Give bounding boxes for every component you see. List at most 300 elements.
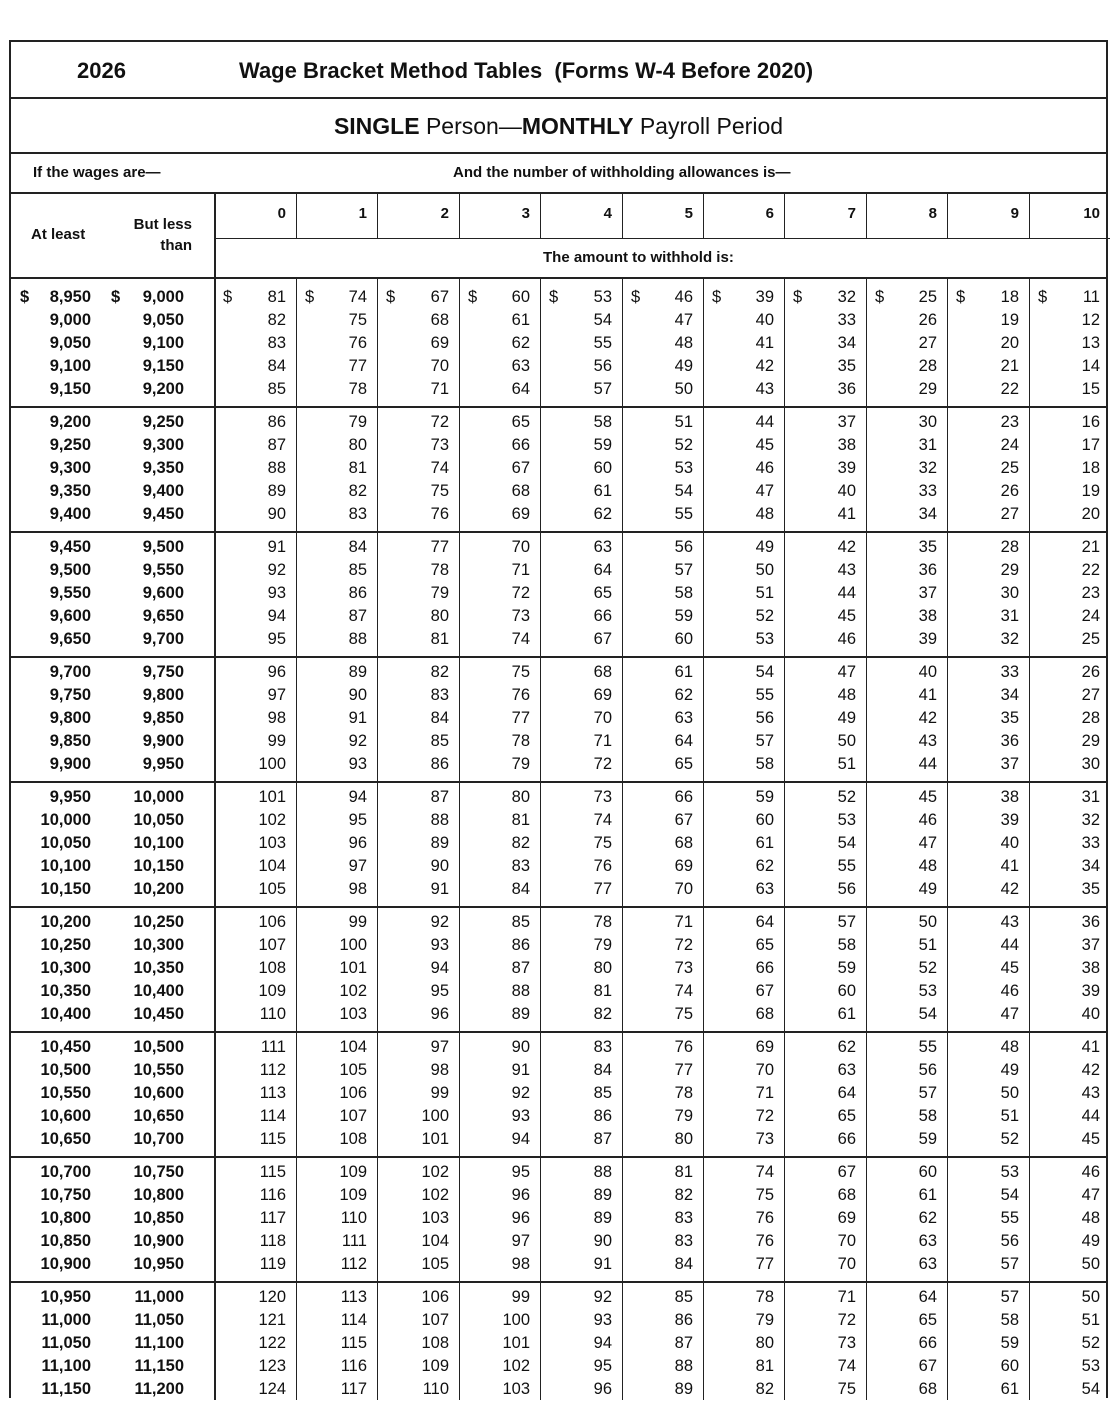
- dollar-sign: $: [631, 288, 641, 306]
- subtitle-person: Person—: [419, 113, 522, 139]
- wage-but-less-than: 9,250: [142, 413, 184, 431]
- withholding-amount: 92: [430, 913, 449, 931]
- withholding-amount: 16: [1081, 413, 1100, 431]
- wages-header: If the wages are—: [33, 164, 161, 181]
- withholding-amount: 34: [918, 505, 937, 524]
- withholding-amount: 54: [837, 834, 856, 853]
- withholding-amount: 57: [1000, 1288, 1019, 1306]
- withholding-amount: 21: [1081, 538, 1100, 556]
- withholding-amount: 15: [1081, 380, 1100, 399]
- wage-at-least: 10,450: [40, 1038, 91, 1056]
- wage-but-less-than: 10,050: [133, 811, 184, 830]
- wage-but-less-than: 11,000: [134, 1288, 184, 1306]
- withholding-amount: 56: [755, 709, 774, 728]
- withholding-amount: 79: [674, 1107, 693, 1126]
- withholding-amount: 107: [339, 1107, 367, 1126]
- withholding-amount: 68: [755, 1005, 774, 1024]
- withholding-amount: 101: [258, 788, 286, 806]
- withholding-amount: 95: [511, 1163, 530, 1181]
- colnum-divider: [214, 238, 1110, 239]
- group-separator: [11, 781, 1106, 783]
- withholding-amount: 100: [339, 936, 367, 955]
- withholding-amount: 84: [348, 538, 367, 556]
- withholding-amount: 57: [918, 1084, 937, 1103]
- withholding-amount: 33: [1081, 834, 1100, 853]
- withholding-amount: 95: [430, 982, 449, 1001]
- withholding-amount: 75: [837, 1380, 856, 1399]
- withholding-amount: 40: [755, 311, 774, 330]
- withholding-amount: 76: [755, 1209, 774, 1228]
- withholding-amount: 49: [1081, 1232, 1100, 1251]
- withholding-amount: 53: [593, 288, 612, 306]
- withholding-amount: 76: [755, 1232, 774, 1251]
- withholding-amount: 64: [674, 732, 693, 751]
- withholding-amount: 69: [593, 686, 612, 705]
- wage-but-less-than: 10,750: [133, 1163, 184, 1181]
- wage-at-least: 10,550: [40, 1084, 91, 1103]
- withholding-amount: 19: [1081, 482, 1100, 501]
- withholding-amount: 105: [339, 1061, 367, 1080]
- withholding-amount: 64: [755, 913, 774, 931]
- withholding-amount: 64: [593, 561, 612, 580]
- withholding-amount: 114: [340, 1311, 367, 1330]
- withholding-amount: 74: [674, 982, 693, 1001]
- withholding-amount: 75: [511, 663, 530, 681]
- withholding-amount: 83: [348, 505, 367, 524]
- withholding-amount: 102: [258, 811, 286, 830]
- withholding-amount: 87: [511, 959, 530, 978]
- withholding-amount: 51: [674, 413, 693, 431]
- wage-but-less-than: 9,650: [142, 607, 184, 626]
- wage-at-least: 10,300: [40, 959, 91, 978]
- withholding-amount: 98: [511, 1255, 530, 1274]
- withholding-amount: 28: [1081, 709, 1100, 728]
- withholding-amount: 82: [755, 1380, 774, 1399]
- withholding-amount: 120: [258, 1288, 286, 1306]
- withholding-amount: 99: [348, 913, 367, 931]
- withholding-amount: 78: [348, 380, 367, 399]
- withholding-amount: 65: [511, 413, 530, 431]
- withholding-amount: 58: [1000, 1311, 1019, 1330]
- withholding-amount: 37: [1000, 755, 1019, 774]
- withholding-amount: 58: [837, 936, 856, 955]
- withholding-amount: 43: [918, 732, 937, 751]
- wage-but-less-than: 11,050: [134, 1311, 184, 1330]
- withholding-amount: 42: [837, 538, 856, 556]
- withholding-amount: 121: [258, 1311, 286, 1330]
- withholding-amount: 48: [837, 686, 856, 705]
- withholding-amount: 60: [1000, 1357, 1019, 1376]
- withholding-amount: 104: [421, 1232, 449, 1251]
- withholding-amount: 88: [267, 459, 286, 478]
- withholding-amount: 72: [837, 1311, 856, 1330]
- withholding-amount: 105: [421, 1255, 449, 1274]
- withholding-amount: 66: [755, 959, 774, 978]
- withholding-amount: 55: [837, 857, 856, 876]
- wage-but-less-than: 10,450: [133, 1005, 184, 1024]
- withholding-amount: 52: [755, 607, 774, 626]
- withholding-amount: 46: [918, 811, 937, 830]
- withholding-amount: 31: [918, 436, 937, 455]
- withholding-amount: 54: [755, 663, 774, 681]
- withholding-amount: 104: [339, 1038, 367, 1056]
- body-divider: [11, 277, 1106, 279]
- withholding-amount: 50: [1000, 1084, 1019, 1103]
- withholding-amount: 89: [267, 482, 286, 501]
- dollar-sign: $: [1038, 288, 1048, 306]
- withholding-amount: 46: [755, 459, 774, 478]
- withholding-amount: 39: [918, 630, 937, 649]
- withholding-amount: 55: [593, 334, 612, 353]
- withholding-amount: 112: [340, 1255, 367, 1274]
- wage-at-least: 8,950: [49, 288, 91, 306]
- withholding-amount: 29: [1081, 732, 1100, 751]
- withholding-amount: 54: [674, 482, 693, 501]
- withholding-amount: 49: [918, 880, 937, 899]
- withholding-amount: 26: [1000, 482, 1019, 501]
- group-separator: [11, 531, 1106, 533]
- withholding-amount: 51: [755, 584, 774, 603]
- withholding-amount: 57: [674, 561, 693, 580]
- withholding-amount: 56: [1000, 1232, 1019, 1251]
- withholding-amount: 20: [1000, 334, 1019, 353]
- withholding-amount: 99: [430, 1084, 449, 1103]
- withholding-amount: 49: [674, 357, 693, 376]
- wage-but-less-than: 9,200: [142, 380, 184, 399]
- withholding-amount: 112: [259, 1061, 286, 1080]
- withholding-amount: 68: [674, 834, 693, 853]
- withholding-amount: 90: [511, 1038, 530, 1056]
- wage-but-less-than: 10,350: [133, 959, 184, 978]
- withholding-amount: 80: [511, 788, 530, 806]
- withholding-amount: 103: [339, 1005, 367, 1024]
- withholding-amount: 82: [348, 482, 367, 501]
- withholding-amount: 113: [340, 1288, 367, 1306]
- withholding-amount: 63: [593, 538, 612, 556]
- withholding-amount: 67: [755, 982, 774, 1001]
- wage-at-least: 9,000: [49, 311, 91, 330]
- withholding-amount: 57: [593, 380, 612, 399]
- withholding-amount: 49: [755, 538, 774, 556]
- withholding-amount: 62: [593, 505, 612, 524]
- withholding-amount: 26: [1081, 663, 1100, 681]
- withholding-amount: 87: [430, 788, 449, 806]
- withholding-amount: 63: [511, 357, 530, 376]
- wage-at-least: 9,600: [49, 607, 91, 626]
- group-separator: [11, 906, 1106, 908]
- wage-at-least: 10,900: [40, 1255, 91, 1274]
- withholding-amount: 96: [511, 1186, 530, 1205]
- withholding-amount: 72: [511, 584, 530, 603]
- wage-but-less-than: 9,600: [142, 584, 184, 603]
- withholding-amount: 79: [755, 1311, 774, 1330]
- amount-header: The amount to withhold is:: [543, 249, 734, 266]
- withholding-amount: 71: [511, 561, 530, 580]
- group-separator: [11, 656, 1106, 658]
- wage-but-less-than: 9,150: [142, 357, 184, 376]
- withholding-amount: 53: [674, 459, 693, 478]
- withholding-amount: 107: [258, 936, 286, 955]
- allowance-column-5: 5: [684, 205, 693, 222]
- wage-at-least: 10,850: [40, 1232, 91, 1251]
- wage-but-less-than: 9,550: [142, 561, 184, 580]
- withholding-amount: 58: [593, 413, 612, 431]
- withholding-amount: 51: [1081, 1311, 1100, 1330]
- withholding-amount: 73: [837, 1334, 856, 1353]
- withholding-amount: 89: [593, 1209, 612, 1228]
- withholding-amount: 66: [511, 436, 530, 455]
- withholding-amount: 104: [258, 857, 286, 876]
- withholding-amount: 78: [593, 913, 612, 931]
- wage-but-less-than: 10,000: [133, 788, 184, 806]
- withholding-amount: 91: [430, 880, 449, 899]
- wage-at-least: 10,050: [40, 834, 91, 853]
- withholding-amount: 53: [755, 630, 774, 649]
- withholding-amount: 68: [837, 1186, 856, 1205]
- withholding-amount: 33: [837, 311, 856, 330]
- withholding-amount: 88: [511, 982, 530, 1001]
- withholding-amount: 52: [674, 436, 693, 455]
- withholding-amount: 63: [755, 880, 774, 899]
- withholding-amount: 50: [1081, 1288, 1100, 1306]
- wage-at-least: 9,800: [49, 709, 91, 728]
- wage-but-less-than: 9,850: [142, 709, 184, 728]
- withholding-amount: 84: [511, 880, 530, 899]
- withholding-amount: 36: [1000, 732, 1019, 751]
- withholding-amount: 78: [674, 1084, 693, 1103]
- withholding-amount: 39: [1000, 811, 1019, 830]
- withholding-amount: 85: [674, 1288, 693, 1306]
- withholding-amount: 36: [918, 561, 937, 580]
- dollar-sign: $: [956, 288, 966, 306]
- wage-but-less-than: 9,400: [142, 482, 184, 501]
- withholding-amount: 44: [1081, 1107, 1100, 1126]
- wage-at-least: 9,650: [49, 630, 91, 649]
- withholding-amount: 74: [755, 1163, 774, 1181]
- withholding-amount: 70: [593, 709, 612, 728]
- wage-at-least: 11,150: [41, 1380, 91, 1399]
- withholding-amount: 67: [837, 1163, 856, 1181]
- withholding-amount: 11: [1082, 288, 1100, 306]
- title-row: [11, 42, 1106, 99]
- withholding-amount: 83: [593, 1038, 612, 1056]
- withholding-amount: 86: [267, 413, 286, 431]
- withholding-amount: 61: [511, 311, 530, 330]
- but-less-header-line1: But less: [133, 216, 192, 233]
- withholding-amount: 85: [348, 561, 367, 580]
- withholding-amount: 50: [837, 732, 856, 751]
- withholding-amount: 48: [755, 505, 774, 524]
- subtitle-filing-status: SINGLE: [333, 113, 420, 139]
- withholding-amount: 90: [267, 505, 286, 524]
- wage-at-least: 9,050: [49, 334, 91, 353]
- withholding-amount: 80: [755, 1334, 774, 1353]
- withholding-amount: 76: [430, 505, 449, 524]
- withholding-amount: 110: [422, 1380, 449, 1399]
- withholding-amount: 83: [674, 1209, 693, 1228]
- withholding-amount: 95: [267, 630, 286, 649]
- dollar-sign: $: [875, 288, 885, 306]
- withholding-amount: 110: [259, 1005, 286, 1024]
- withholding-amount: 44: [837, 584, 856, 603]
- allowance-column-1: 1: [358, 205, 367, 222]
- header-divider: [11, 192, 1106, 194]
- wage-bracket-table: [9, 40, 1108, 1398]
- withholding-amount: 32: [1000, 630, 1019, 649]
- allowance-column-9: 9: [1010, 205, 1019, 222]
- withholding-amount: 91: [267, 538, 286, 556]
- withholding-amount: 61: [674, 663, 693, 681]
- dollar-sign: $: [793, 288, 803, 306]
- withholding-amount: 103: [258, 834, 286, 853]
- withholding-amount: 68: [918, 1380, 937, 1399]
- withholding-amount: 48: [1081, 1209, 1100, 1228]
- withholding-amount: 86: [430, 755, 449, 774]
- withholding-amount: 89: [674, 1380, 693, 1399]
- withholding-amount: 72: [593, 755, 612, 774]
- allowance-column-7: 7: [847, 205, 856, 222]
- withholding-amount: 88: [430, 811, 449, 830]
- withholding-amount: 45: [837, 607, 856, 626]
- withholding-amount: 93: [511, 1107, 530, 1126]
- dollar-sign: $: [305, 288, 315, 306]
- withholding-amount: 81: [267, 288, 286, 306]
- withholding-amount: 62: [511, 334, 530, 353]
- wage-but-less-than: 10,250: [133, 913, 184, 931]
- withholding-amount: 52: [1000, 1130, 1019, 1149]
- withholding-amount: 106: [258, 913, 286, 931]
- withholding-amount: 33: [1000, 663, 1019, 681]
- withholding-amount: 80: [674, 1130, 693, 1149]
- withholding-amount: 38: [837, 436, 856, 455]
- withholding-amount: 100: [258, 755, 286, 774]
- withholding-amount: 82: [430, 663, 449, 681]
- withholding-amount: 65: [755, 936, 774, 955]
- wage-at-least: 11,050: [41, 1334, 91, 1353]
- wage-but-less-than: 9,050: [142, 311, 184, 330]
- withholding-amount: 73: [511, 607, 530, 626]
- wage-at-least: 9,950: [49, 788, 91, 806]
- wage-at-least: 10,250: [40, 936, 91, 955]
- withholding-amount: 122: [258, 1334, 286, 1353]
- wage-at-least: 11,000: [41, 1311, 91, 1330]
- wage-at-least: 9,700: [49, 663, 91, 681]
- withholding-amount: 30: [1081, 755, 1100, 774]
- wage-at-least: 9,200: [49, 413, 91, 431]
- wage-but-less-than: 9,350: [142, 459, 184, 478]
- withholding-amount: 108: [339, 1130, 367, 1149]
- withholding-amount: 103: [502, 1380, 530, 1399]
- withholding-amount: 86: [348, 584, 367, 603]
- withholding-amount: 54: [1000, 1186, 1019, 1205]
- withholding-amount: 75: [755, 1186, 774, 1205]
- withholding-amount: 89: [593, 1186, 612, 1205]
- withholding-amount: 47: [837, 663, 856, 681]
- wage-but-less-than: 9,900: [142, 732, 184, 751]
- withholding-amount: 86: [674, 1311, 693, 1330]
- table-year: 2026: [77, 58, 126, 83]
- withholding-amount: 92: [348, 732, 367, 751]
- withholding-amount: 83: [511, 857, 530, 876]
- withholding-amount: 69: [837, 1209, 856, 1228]
- withholding-amount: 91: [511, 1061, 530, 1080]
- withholding-amount: 68: [511, 482, 530, 501]
- withholding-amount: 45: [1000, 959, 1019, 978]
- withholding-amount: 64: [511, 380, 530, 399]
- withholding-amount: 77: [511, 709, 530, 728]
- withholding-amount: 84: [593, 1061, 612, 1080]
- withholding-amount: 40: [1081, 1005, 1100, 1024]
- withholding-amount: 21: [1000, 357, 1019, 376]
- withholding-amount: 65: [837, 1107, 856, 1126]
- withholding-amount: 50: [1081, 1255, 1100, 1274]
- withholding-amount: 42: [1000, 880, 1019, 899]
- withholding-amount: 33: [918, 482, 937, 501]
- withholding-amount: 99: [267, 732, 286, 751]
- withholding-amount: 47: [1081, 1186, 1100, 1205]
- withholding-amount: 115: [340, 1334, 367, 1353]
- withholding-amount: 74: [511, 630, 530, 649]
- withholding-amount: 67: [918, 1357, 937, 1376]
- withholding-amount: 81: [348, 459, 367, 478]
- withholding-amount: 59: [918, 1130, 937, 1149]
- withholding-amount: 99: [511, 1288, 530, 1306]
- wage-but-less-than: 9,750: [142, 663, 184, 681]
- withholding-amount: 57: [755, 732, 774, 751]
- withholding-amount: 43: [1000, 913, 1019, 931]
- group-separator: [11, 1156, 1106, 1158]
- withholding-amount: 101: [421, 1130, 449, 1149]
- withholding-amount: 83: [267, 334, 286, 353]
- withholding-amount: 55: [674, 505, 693, 524]
- withholding-amount: 35: [918, 538, 937, 556]
- withholding-amount: 78: [430, 561, 449, 580]
- withholding-amount: 62: [674, 686, 693, 705]
- withholding-amount: 66: [837, 1130, 856, 1149]
- withholding-amount: 74: [593, 811, 612, 830]
- withholding-amount: 77: [593, 880, 612, 899]
- withholding-amount: 55: [918, 1038, 937, 1056]
- withholding-amount: 65: [593, 584, 612, 603]
- dollar-sign: $: [20, 288, 30, 306]
- withholding-amount: 28: [918, 357, 937, 376]
- group-separator: [11, 1281, 1106, 1283]
- withholding-amount: 89: [348, 663, 367, 681]
- withholding-amount: 79: [430, 584, 449, 603]
- withholding-amount: 98: [267, 709, 286, 728]
- withholding-amount: 82: [593, 1005, 612, 1024]
- withholding-amount: 51: [1000, 1107, 1019, 1126]
- wage-but-less-than: 11,100: [134, 1334, 184, 1353]
- withholding-amount: 74: [837, 1357, 856, 1376]
- withholding-amount: 109: [339, 1163, 367, 1181]
- withholding-amount: 83: [430, 686, 449, 705]
- subtitle-payroll: Payroll Period: [633, 113, 784, 139]
- withholding-amount: 63: [918, 1255, 937, 1274]
- withholding-amount: 58: [674, 584, 693, 603]
- withholding-amount: 60: [593, 459, 612, 478]
- withholding-amount: 90: [430, 857, 449, 876]
- withholding-amount: 76: [348, 334, 367, 353]
- withholding-amount: 70: [511, 538, 530, 556]
- withholding-amount: 65: [918, 1311, 937, 1330]
- withholding-amount: 45: [918, 788, 937, 806]
- withholding-amount: 49: [837, 709, 856, 728]
- wage-at-least: 10,000: [40, 811, 91, 830]
- withholding-amount: 32: [1081, 811, 1100, 830]
- withholding-amount: 61: [837, 1005, 856, 1024]
- withholding-amount: 94: [348, 788, 367, 806]
